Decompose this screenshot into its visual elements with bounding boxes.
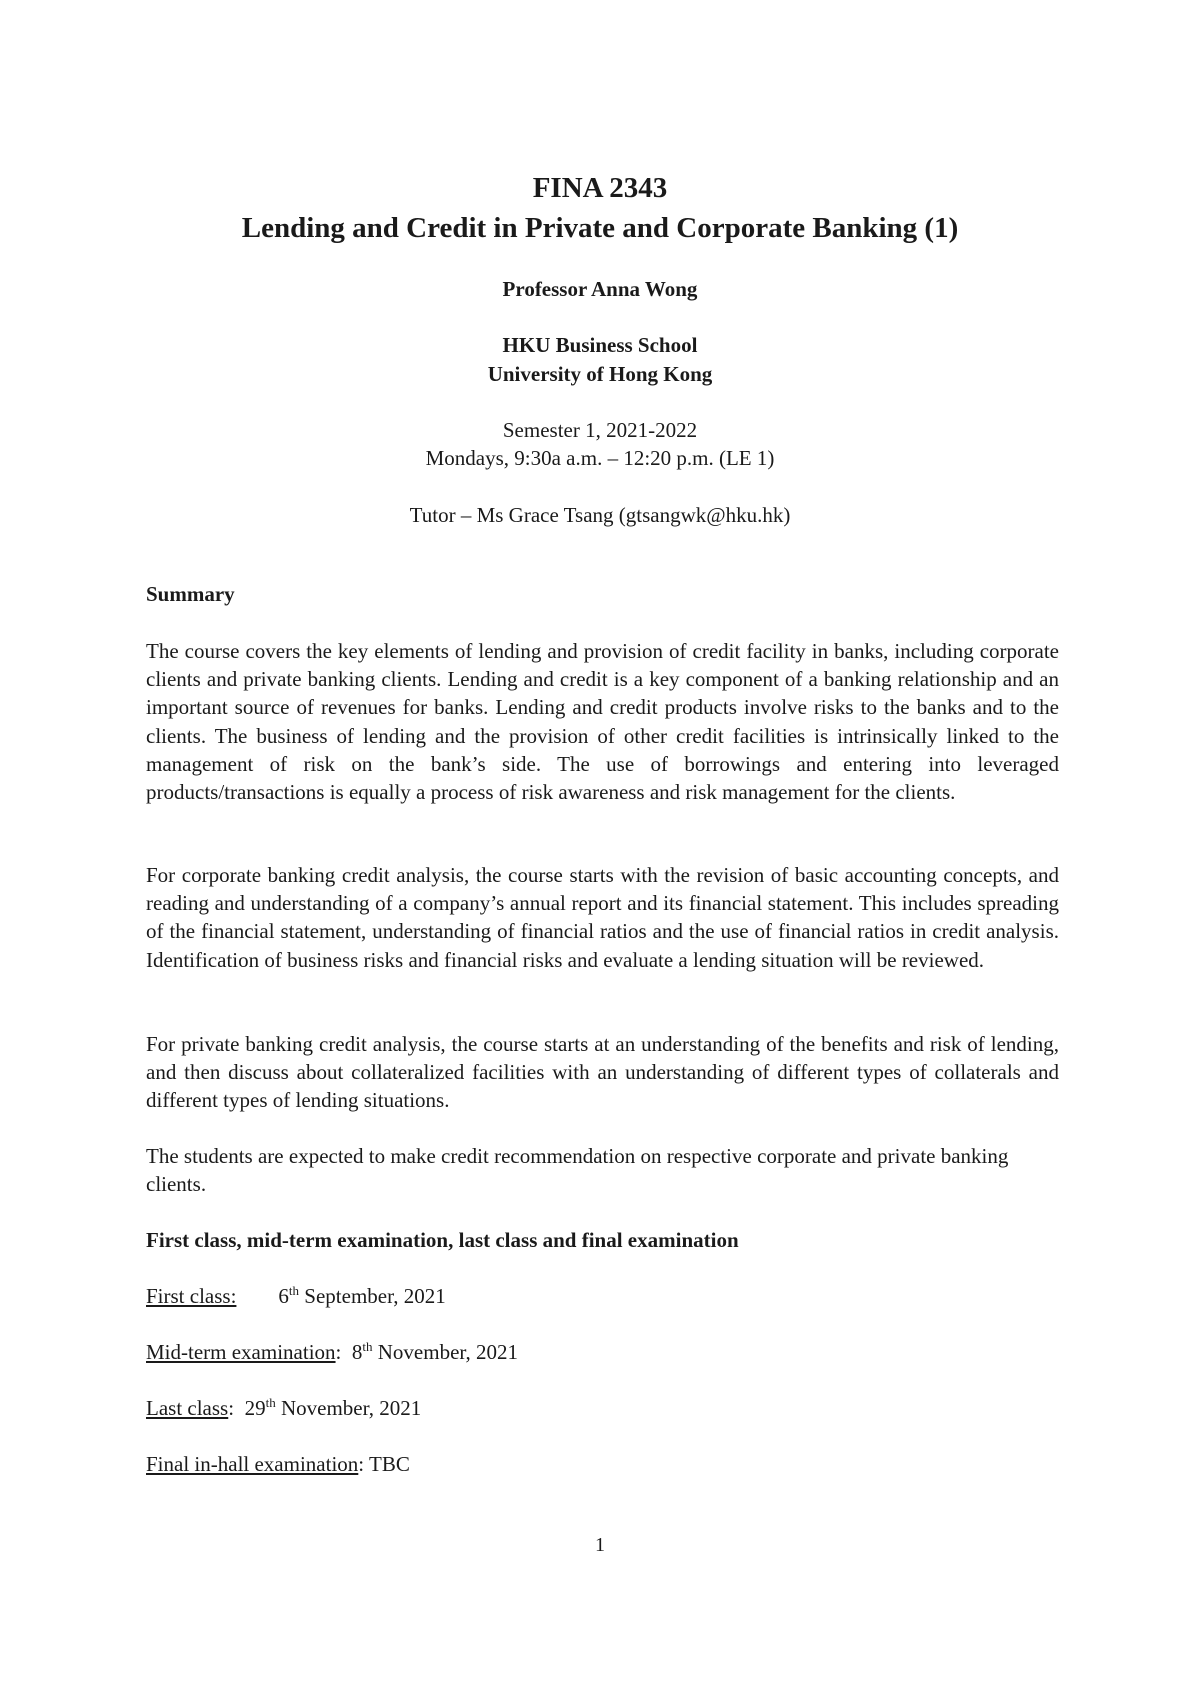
first-class-line [146, 1282, 1059, 1310]
midterm-day: 8 [351, 1340, 363, 1364]
final-exam-line [146, 1450, 1059, 1478]
summary-heading: Summary [146, 582, 235, 606]
semester-text: Semester 1, 2021-2022 [502, 418, 698, 442]
final-exam-label: Final in-hall examination [146, 1452, 359, 1476]
summary-paragraph-4: The students are expected to make credit recommendation on respective corporate and private banking clients. [146, 1144, 1009, 1197]
course-code: FINA 2343 [532, 172, 668, 204]
schedule-text: Mondays, 9:30a a.m. – 12:20 p.m. (LE 1) [425, 446, 775, 470]
summary-paragraph-3: For private banking credit analysis, the course starts at an understanding of the benefits and risk of lending, and then discuss about collateralized facilities with an understanding of different types of collaterals and different types of lending situations. [146, 1032, 1059, 1113]
last-class-label: Last class [146, 1396, 229, 1420]
first-class-day-suffix: th [288, 1283, 300, 1298]
university-name: University of Hong Kong [487, 362, 713, 386]
first-class-date-rest: September, 2021 [299, 1284, 446, 1308]
final-exam-separator: : [358, 1452, 370, 1476]
midterm-line [146, 1338, 1059, 1366]
midterm-separator: : [335, 1340, 352, 1364]
first-class-label: First class: [146, 1284, 237, 1308]
last-class-date-rest: November, 2021 [275, 1396, 422, 1420]
last-class-day: 29 [244, 1396, 266, 1420]
summary-paragraph-1: The course covers the key elements of lending and provision of credit facility in banks, including corporate clients and private banking clients. Lending and credit is a key component of a banking relationship and an important source of revenues for banks. Lending and credit products involve risks to the banks and to the clients. The business of lending and the provision of other credit facilities is intrinsically linked to the management of risk on the bank’s side. The use of borrowings and entering into leveraged products/transactions is equally a process of risk awareness and risk management for the clients. [146, 639, 1059, 805]
midterm-label: Mid-term examination [146, 1340, 336, 1364]
summary-paragraph-2: For corporate banking credit analysis, the course starts with the revision of basic accounting concepts, and reading and understanding of a company’s annual report and its financial statement. This includes spreading of the financial statement, understanding of financial ratios and the use of financial ratios in credit analysis. Identification of business risks and financial risks and evaluate a lending situation will be reviewed. [146, 863, 1059, 972]
first-class-day: 6 [278, 1284, 289, 1308]
final-exam-value: TBC [369, 1452, 410, 1476]
tutor-text: Tutor – Ms Grace Tsang (gtsangwk@hku.hk) [409, 503, 791, 527]
page-number: 1 [595, 1534, 605, 1556]
last-class-line [146, 1394, 1059, 1422]
course-title: Lending and Credit in Private and Corporate Banking (1) [241, 212, 959, 244]
last-class-separator: : [228, 1396, 245, 1420]
dates-heading: First class, mid-term examination, last class and final examination [146, 1228, 739, 1252]
midterm-date-rest: November, 2021 [372, 1340, 519, 1364]
professor-name: Professor Anna Wong [502, 277, 698, 301]
midterm-day-suffix: th [362, 1339, 373, 1354]
school-name: HKU Business School [502, 333, 698, 357]
last-class-day-suffix: th [265, 1395, 276, 1410]
